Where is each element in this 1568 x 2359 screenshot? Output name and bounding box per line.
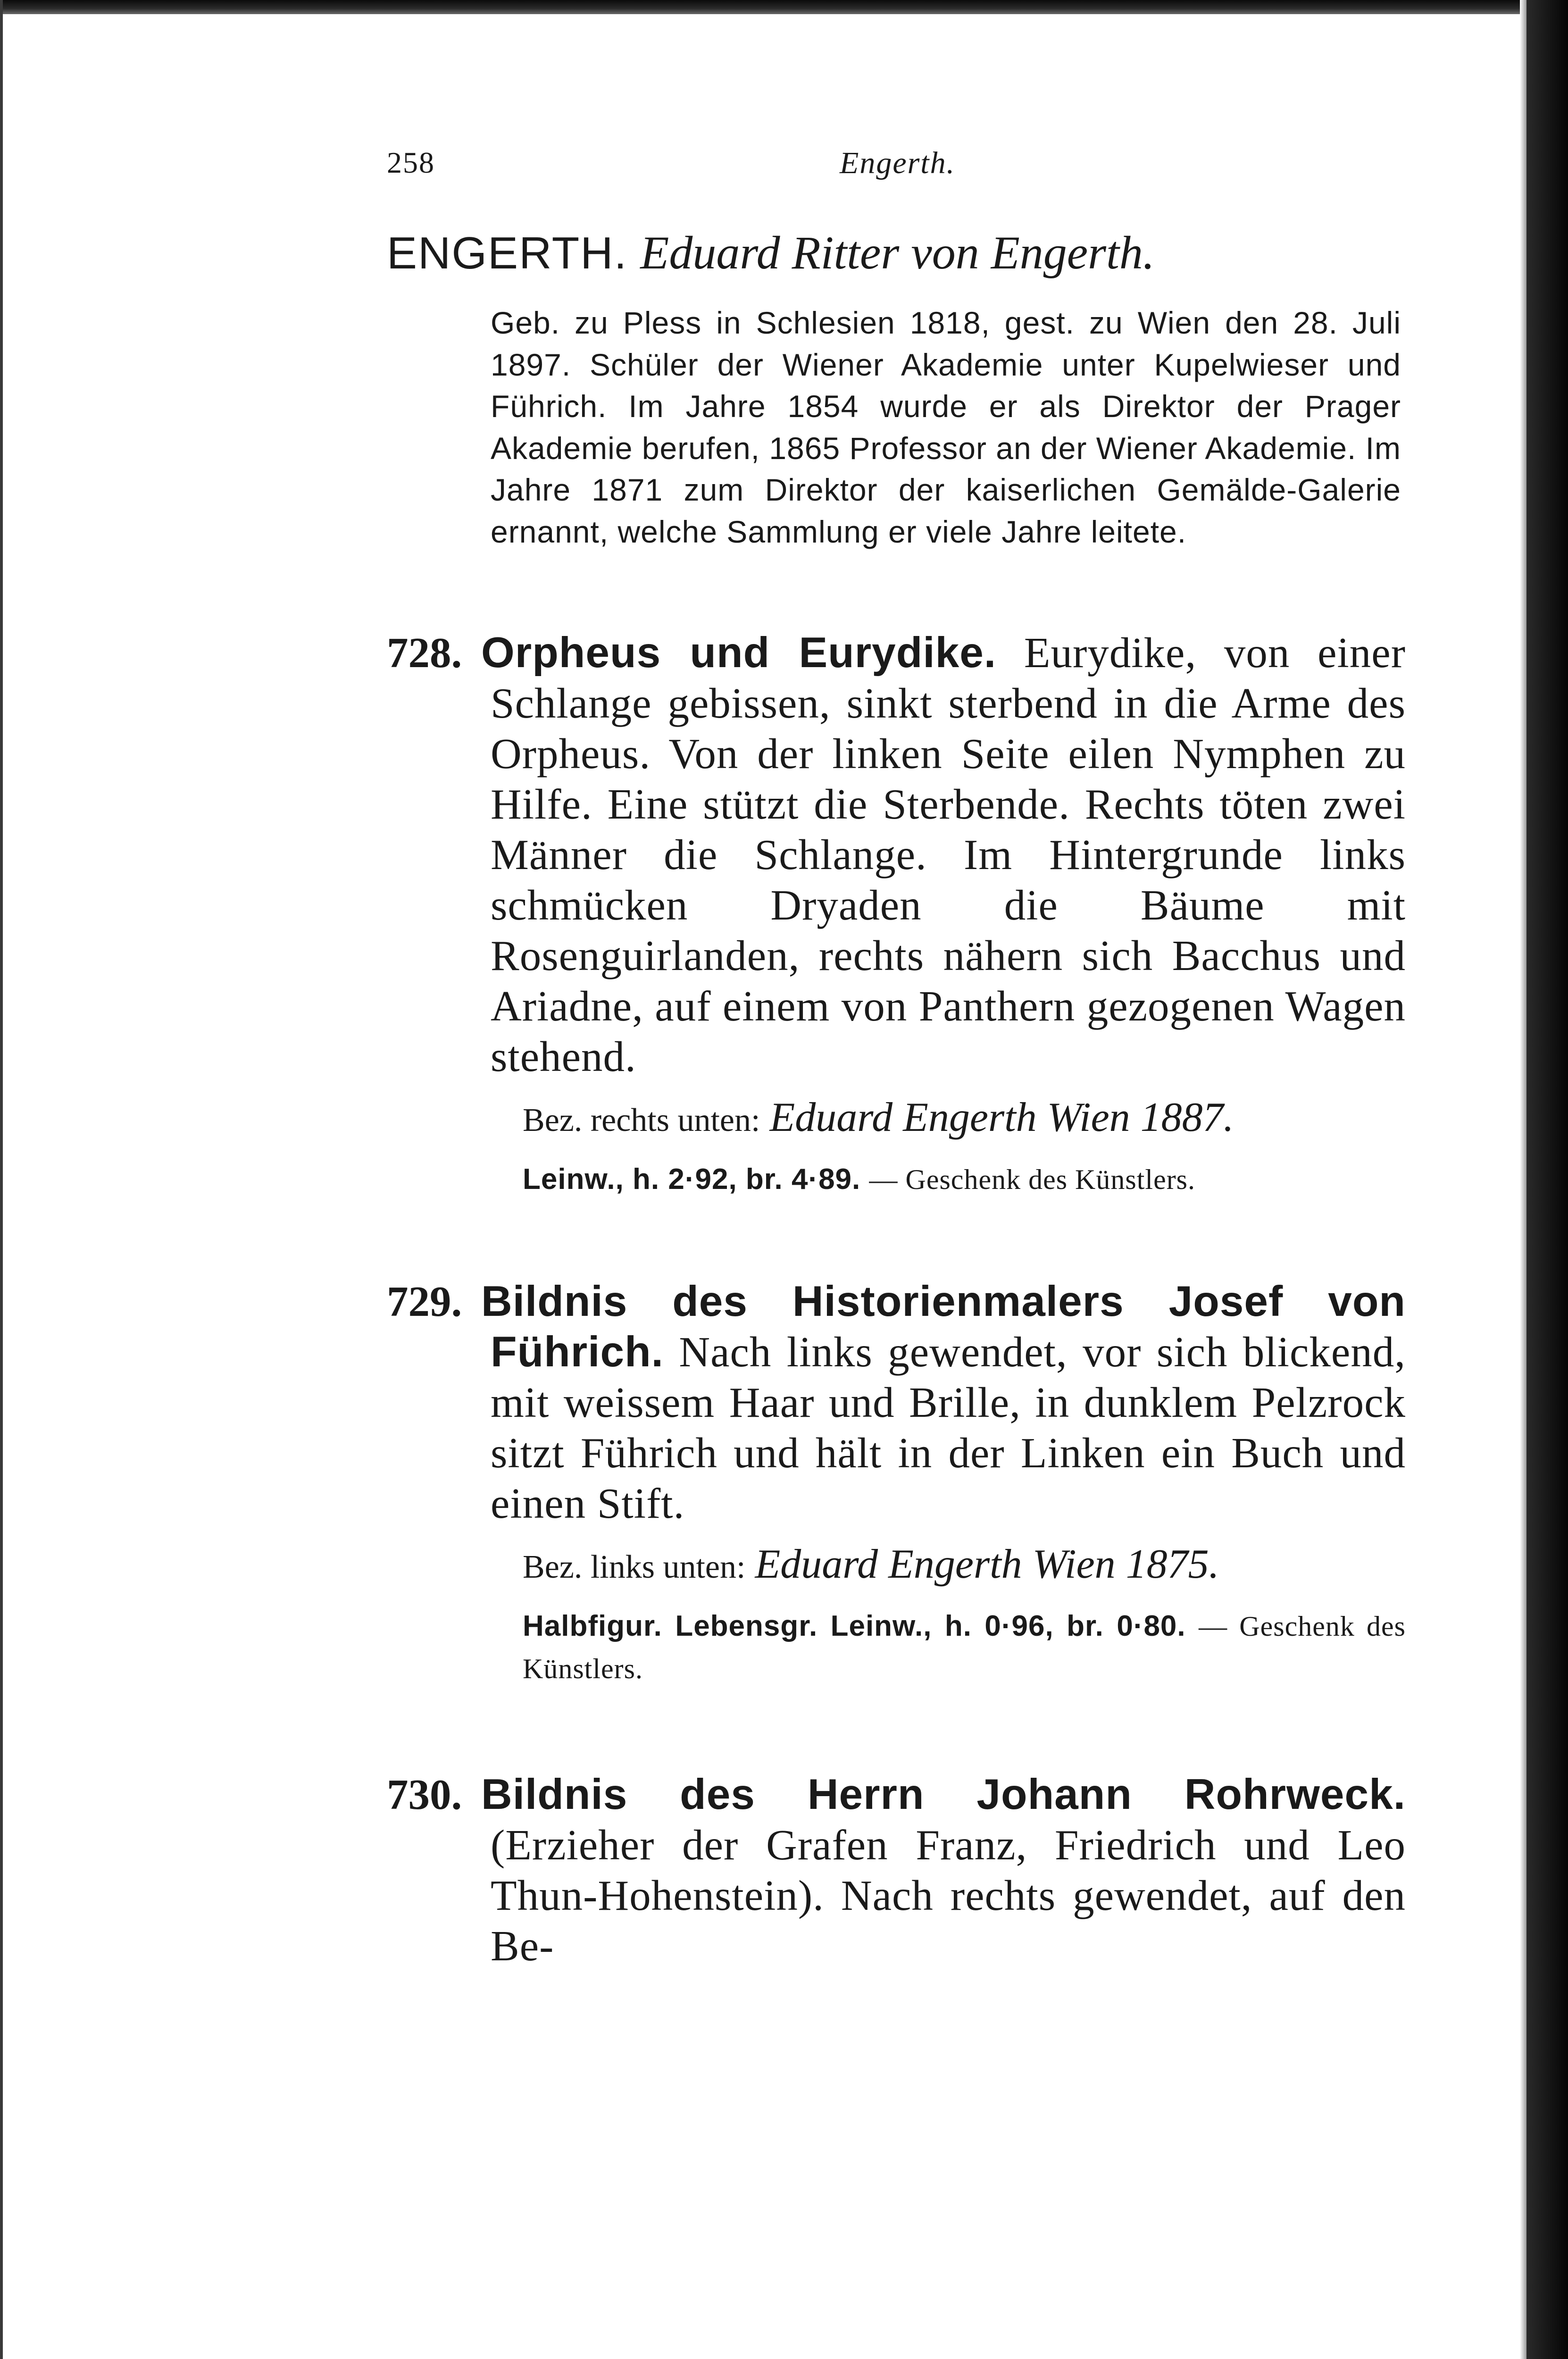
catalog-entry-729 xyxy=(387,1276,1406,1690)
signature-label: Bez. rechts unten: xyxy=(523,1102,760,1138)
artist-biography: Geb. zu Pless in Schlesien 1818, gest. zu Wien den 28. Juli 1897. Schüler der Wiener Akademie unter Kupelwieser und Führich. Im Jahre 1854 wurde er als Direktor der Prager Akademie berufen, 1865 Professor an der Wiener Akademie. Im Jahre 1871 zum Direktor der kaiserlichen Gemälde-Galerie ernannt, welche Sammlung er viele Jahre leitete. xyxy=(491,305,1401,549)
entry-description: Nach links gewendet, vor sich blickend, mit weissem Haar und Brille, in dunklem Pelzrock sitzt Führich und hält in der Linken ein Buch und einen Stift. xyxy=(491,1328,1406,1527)
entry-title: Bildnis des Herrn Johann Rohrweck. xyxy=(481,1771,1406,1818)
entry-signature-line xyxy=(523,1541,1406,1591)
signature-text: Eduard Engerth Wien 1875. xyxy=(755,1541,1219,1587)
entry-title: Orpheus und Eurydike. xyxy=(481,629,997,677)
entry-medium: Halbfigur. Lebensgr. Leinw., h. 0·96, br. 0·80. xyxy=(523,1610,1186,1642)
entry-text xyxy=(387,627,1406,1082)
entry-description: Eurydike, von einer Schlange gebissen, sinkt sterbend in die Arme des Orpheus. Von der linken Seite eilen Nymphen zu Hilfe. Eine stützt die Sterbende. Rechts töten zwei Männer die Schlange. Im Hintergrunde links schmücken Dryaden die Bäume mit Rosenguirlanden, rechts nähern sich Bacchus und Ariadne, auf einem von Panthern gezogenen Wagen stehend. xyxy=(491,629,1406,1080)
artist-full-name: Eduard Ritter von Engerth. xyxy=(640,226,1155,279)
scan-edge-shadow xyxy=(1520,0,1526,2359)
running-title: Engerth. xyxy=(840,146,956,180)
entry-medium-line xyxy=(523,1605,1406,1690)
entry-description: (Erzieher der Grafen Franz, Friedrich und Leo Thun-Hohenstein). Nach rechts gewendet, auf den Be- xyxy=(491,1821,1406,1970)
scan-edge-right xyxy=(1526,0,1568,2359)
entry-number: 728. xyxy=(387,629,462,677)
entry-text xyxy=(387,1276,1406,1529)
entry-text xyxy=(387,1769,1406,1971)
scan-edge-left xyxy=(0,0,3,2359)
entry-medium: Leinw., h. 2·92, br. 4·89. xyxy=(523,1163,861,1196)
entry-number: 730. xyxy=(387,1771,462,1818)
running-head xyxy=(387,145,1406,188)
entry-medium-line xyxy=(523,1158,1406,1201)
page-number: 258 xyxy=(387,146,435,179)
entry-signature-line xyxy=(523,1094,1406,1144)
scan-edge-top xyxy=(0,0,1568,14)
catalog-entry-730 xyxy=(387,1769,1406,1971)
artist-heading xyxy=(387,224,1425,280)
entry-provenance: — Geschenk des Künstlers. xyxy=(869,1164,1196,1195)
catalog-entry-728 xyxy=(387,627,1406,1201)
signature-label: Bez. links unten: xyxy=(523,1549,746,1585)
entry-title: Bildnis des Historienmalers Josef von Führich. xyxy=(481,1278,1406,1376)
entry-number: 729. xyxy=(387,1278,462,1325)
entry-provenance: — Geschenk des Künstlers. xyxy=(523,1611,1406,1684)
artist-name: ENGERTH. xyxy=(387,228,628,278)
signature-text: Eduard Engerth Wien 1887. xyxy=(769,1095,1234,1140)
